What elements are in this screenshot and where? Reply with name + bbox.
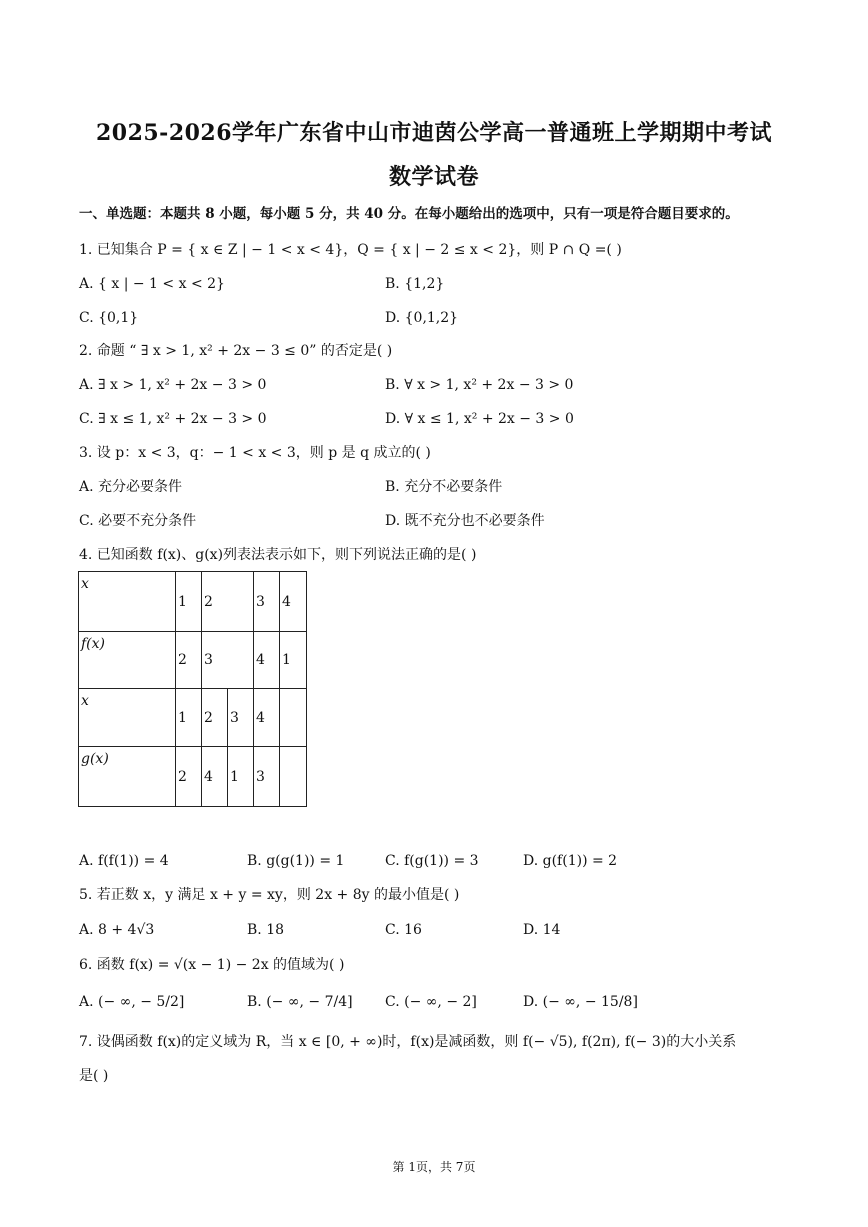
table-row xyxy=(79,689,307,747)
table-cell: 3 xyxy=(228,689,254,747)
question-2-option-b: B. ∀ x > 1, x² + 2x − 3 > 0 xyxy=(385,377,574,393)
question-2-stem: 2. 命题 “ ∃ x > 1, x² + 2x − 3 ≤ 0” 的否定是( ) xyxy=(79,343,393,359)
table-header-fx: f(x) xyxy=(79,632,176,689)
table-row xyxy=(79,572,307,632)
question-6-option-b: B. (− ∞, − 7/4] xyxy=(247,994,353,1010)
question-4-stem: 4. 已知函数 f(x)、g(x)列表法表示如下，则下列说法正确的是( ) xyxy=(79,547,477,563)
question-6-option-a: A. (− ∞, − 5/2] xyxy=(79,994,185,1010)
table-cell: 2 xyxy=(202,689,228,747)
table-cell: 3 xyxy=(202,632,254,689)
question-3-option-d: D. 既不充分也不必要条件 xyxy=(385,513,545,529)
question-3-option-a: A. 充分必要条件 xyxy=(79,479,183,495)
question-5-option-b: B. 18 xyxy=(247,922,285,938)
question-3-stem: 3. 设 p：x < 3，q：− 1 < x < 3，则 p 是 q 成立的( ) xyxy=(79,445,431,461)
question-4-option-b: B. g(g(1)) = 1 xyxy=(247,853,345,869)
question-5-option-d: D. 14 xyxy=(523,922,561,938)
table-cell: 4 xyxy=(202,747,228,807)
table-cell: 1 xyxy=(228,747,254,807)
question-7-stem: 7. 设偶函数 f(x)的定义域为 R，当 x ∈ [0, + ∞)时，f(x)是减函数，则 f(− √5), f(2π), f(− 3)的大小关系 xyxy=(79,1034,737,1050)
question-4-option-d: D. g(f(1)) = 2 xyxy=(523,853,618,869)
table-cell: 1 xyxy=(176,572,202,632)
question-1-option-a: A. { x | − 1 < x < 2} xyxy=(79,276,225,292)
table-row xyxy=(79,632,307,689)
question-6-option-c: C. (− ∞, − 2] xyxy=(385,994,477,1010)
table-cell-empty xyxy=(280,747,307,807)
question-7-stem-continued: 是( ) xyxy=(79,1068,109,1084)
table-header-x: x xyxy=(79,572,176,632)
question-2-option-c: C. ∃ x ≤ 1, x² + 2x − 3 > 0 xyxy=(79,411,267,427)
table-cell: 2 xyxy=(176,632,202,689)
table-cell: 4 xyxy=(254,689,280,747)
table-cell: 2 xyxy=(176,747,202,807)
table-row xyxy=(79,747,307,807)
table-cell: 2 xyxy=(202,572,254,632)
table-cell: 3 xyxy=(254,747,280,807)
table-cell: 4 xyxy=(254,632,280,689)
question-5-stem: 5. 若正数 x，y 满足 x + y = xy，则 2x + 8y 的最小值是( ) xyxy=(79,887,460,903)
exam-title: 2025-2026学年广东省中山市迪茵公学高一普通班上学期期中考试 xyxy=(95,120,773,146)
question-1-option-b: B. {1,2} xyxy=(385,276,445,292)
table-cell-empty xyxy=(280,689,307,747)
function-table xyxy=(78,571,307,807)
question-1-option-d: D. {0,1,2} xyxy=(385,310,459,326)
question-6-stem: 6. 函数 f(x) = √(x − 1) − 2x 的值域为( ) xyxy=(79,957,345,973)
table-header-gx: g(x) xyxy=(79,747,176,807)
table-header-x: x xyxy=(79,689,176,747)
table-cell: 4 xyxy=(280,572,307,632)
question-6-option-d: D. (− ∞, − 15/8] xyxy=(523,994,638,1010)
question-4-option-a: A. f(f(1)) = 4 xyxy=(79,853,169,869)
question-5-option-a: A. 8 + 4√3 xyxy=(79,922,155,938)
page-footer: 第 1页，共 7页 xyxy=(392,1160,476,1174)
table-cell: 3 xyxy=(254,572,280,632)
question-2-option-a: A. ∃ x > 1, x² + 2x − 3 > 0 xyxy=(79,377,267,393)
question-3-option-c: C. 必要不充分条件 xyxy=(79,513,197,529)
exam-subtitle: 数学试卷 xyxy=(388,164,479,190)
question-4-option-c: C. f(g(1)) = 3 xyxy=(385,853,479,869)
question-1-option-c: C. {0,1} xyxy=(79,310,139,326)
question-3-option-b: B. 充分不必要条件 xyxy=(385,479,503,495)
table-cell: 1 xyxy=(176,689,202,747)
question-1-stem: 1. 已知集合 P = { x ∈ Z | − 1 < x < 4}，Q = { x | − 2 ≤ x < 2}，则 P ∩ Q =( ) xyxy=(79,242,622,258)
table-cell: 1 xyxy=(280,632,307,689)
question-2-option-d: D. ∀ x ≤ 1, x² + 2x − 3 > 0 xyxy=(385,411,574,427)
question-5-option-c: C. 16 xyxy=(385,922,422,938)
section-heading: 一、单选题：本题共 8 小题，每小题 5 分，共 40 分。在每小题给出的选项中，只有一项是符合题目要求的。 xyxy=(79,206,739,222)
